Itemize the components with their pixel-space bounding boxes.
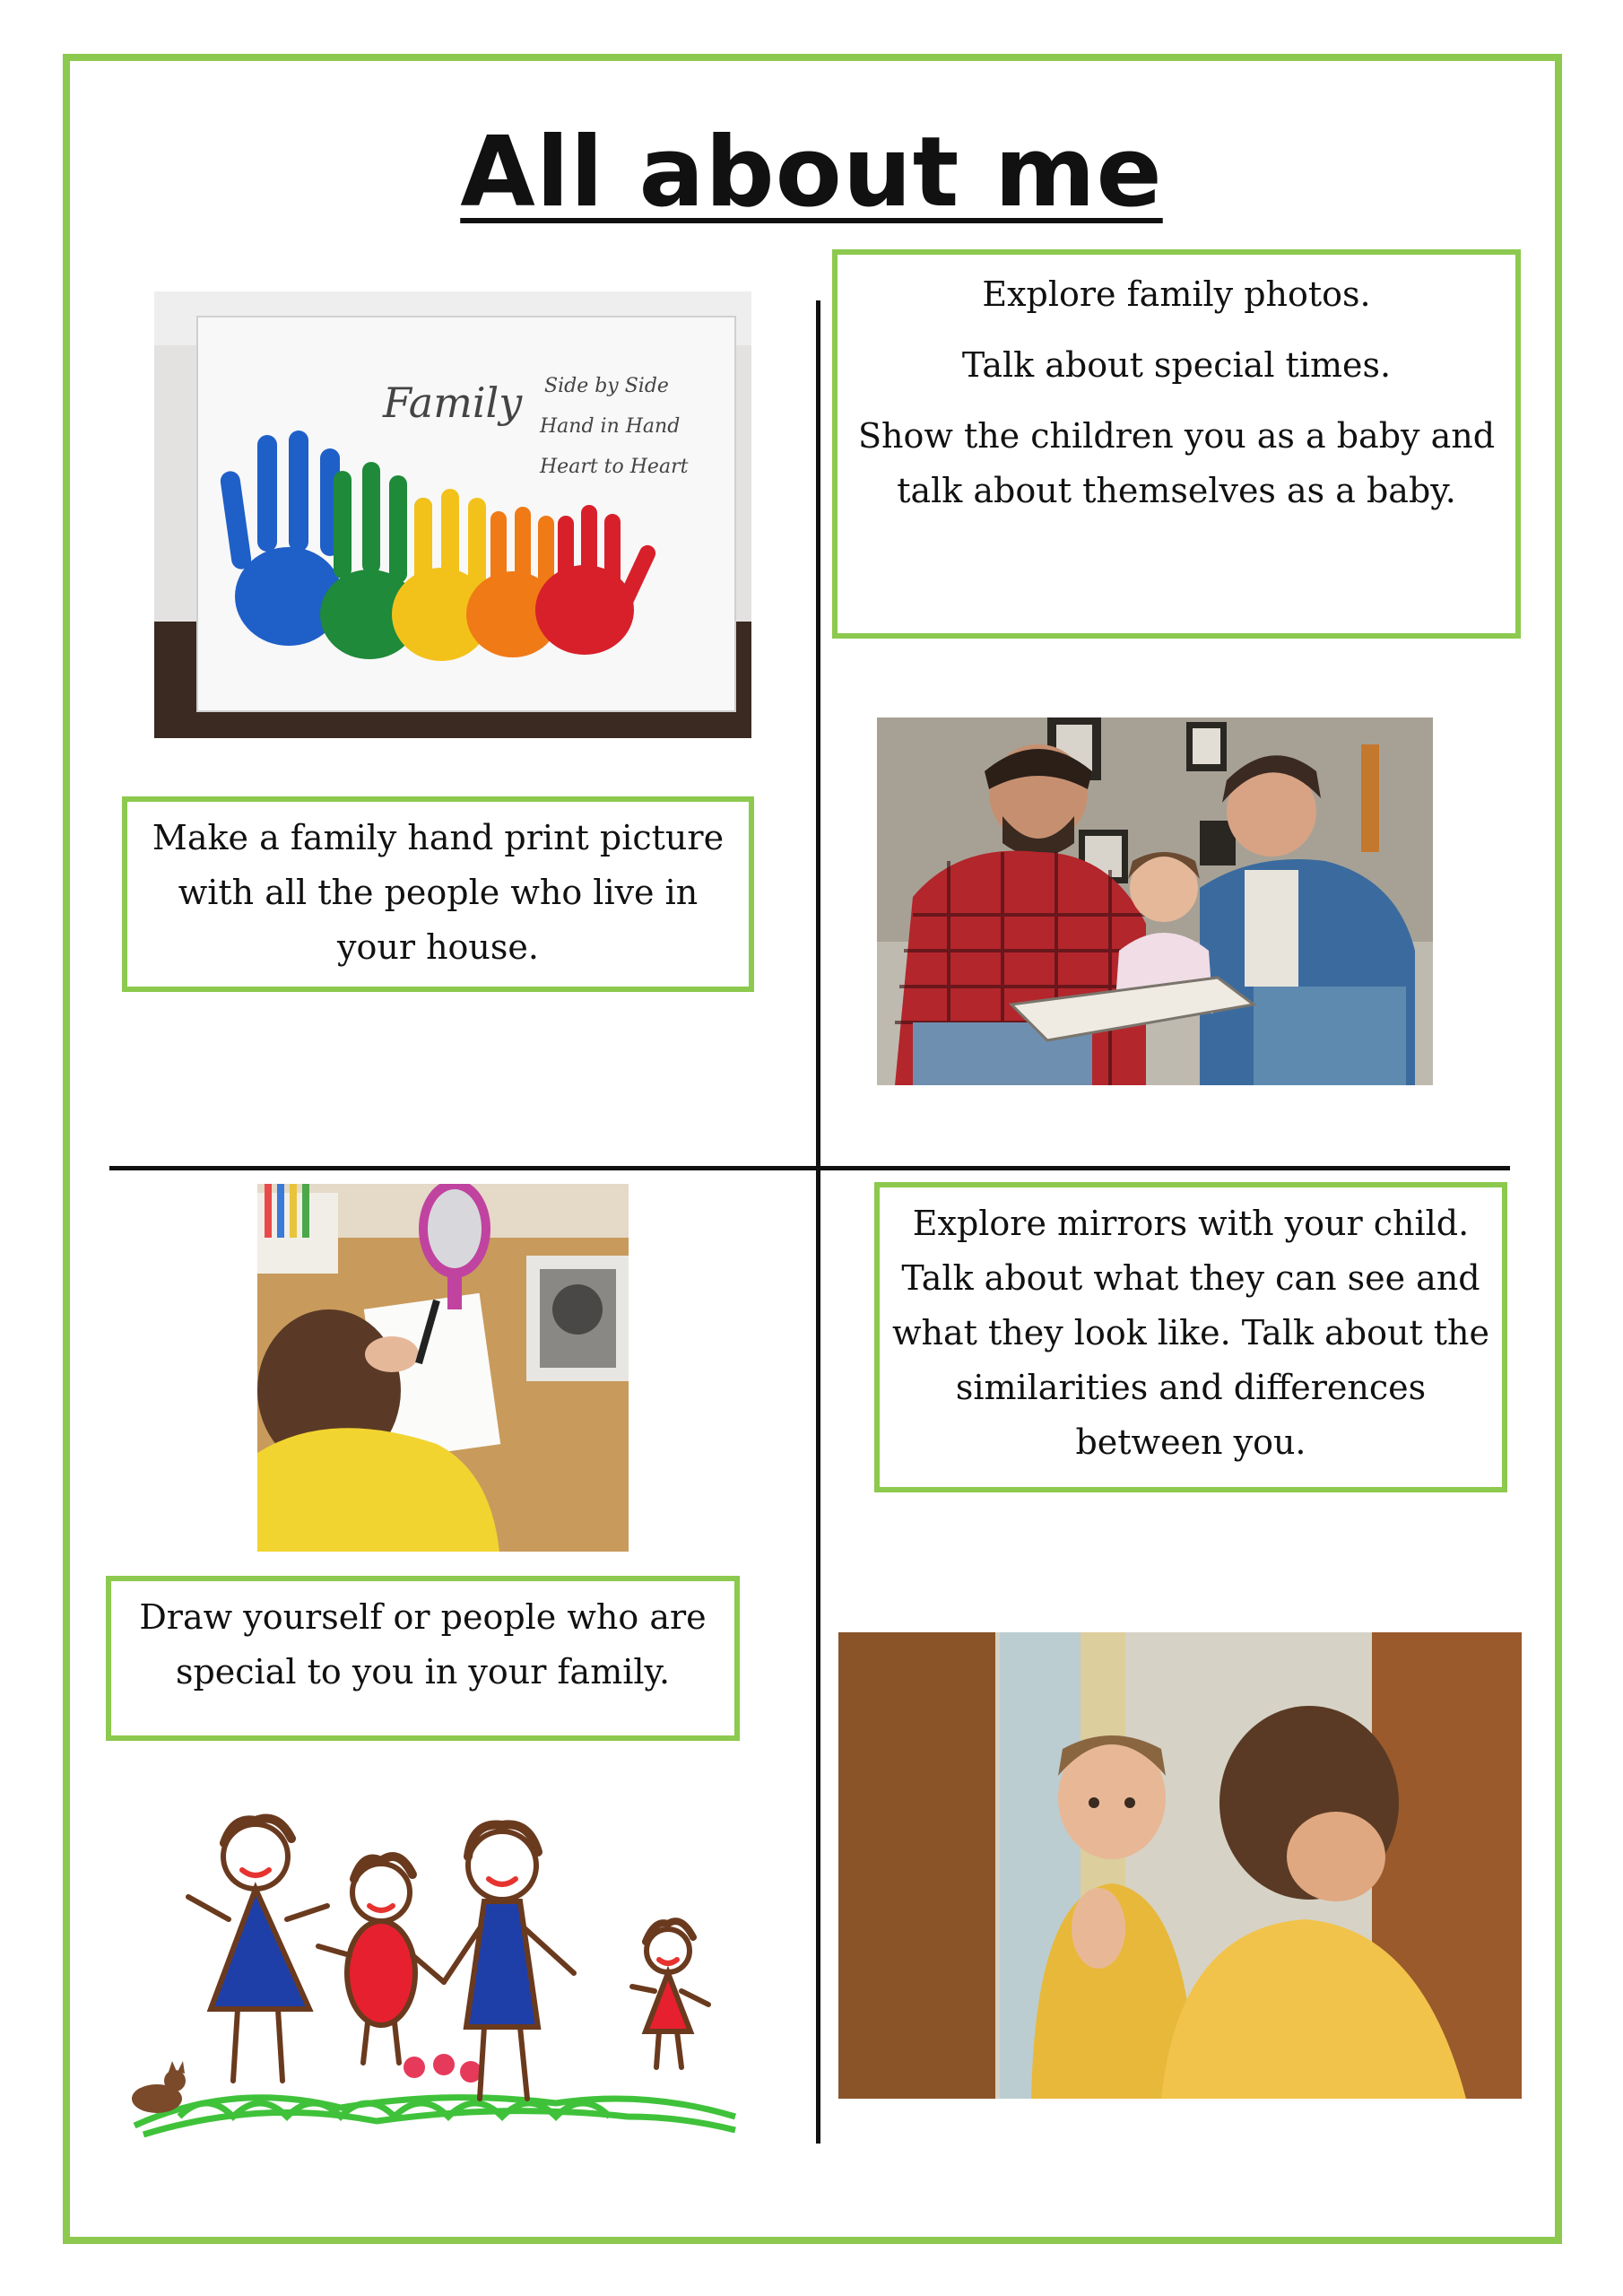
family-photos-instructions	[832, 249, 1521, 639]
svg-text:Side by Side: Side by Side	[544, 375, 669, 397]
mirror-instructions	[874, 1182, 1507, 1492]
photos-line-1: Explore family photos.	[982, 274, 1371, 314]
draw-text: Draw yourself or people who are special to you in your family.	[139, 1597, 707, 1692]
photos-line-3: Show the children you as a baby and talk about themselves as a baby.	[857, 416, 1496, 510]
family-drawing-illustration	[126, 1794, 744, 2139]
children-mirror-photo	[838, 1632, 1522, 2099]
page-title: All about me	[460, 117, 1163, 229]
handprint-instructions	[122, 796, 754, 992]
horizontal-divider	[109, 1166, 1510, 1170]
photos-line-2: Talk about special times.	[961, 345, 1392, 385]
handprint-title-text: Family	[383, 378, 523, 427]
mirror-text: Explore mirrors with your child. Talk about what they can see and what they look like. Talk about the similarities and differences between you.	[892, 1204, 1490, 1462]
vertical-divider	[816, 300, 820, 2144]
child-drawing-photo	[257, 1184, 629, 1552]
handprint-family-photo	[154, 291, 751, 738]
drawing-instructions	[106, 1576, 740, 1741]
svg-text:Heart to Heart: Heart to Heart	[540, 456, 689, 478]
handprint-text: Make a family hand print picture with all the people who live in your house.	[152, 818, 725, 967]
family-reading-photo	[877, 718, 1433, 1085]
svg-text:Hand in Hand: Hand in Hand	[540, 415, 681, 438]
